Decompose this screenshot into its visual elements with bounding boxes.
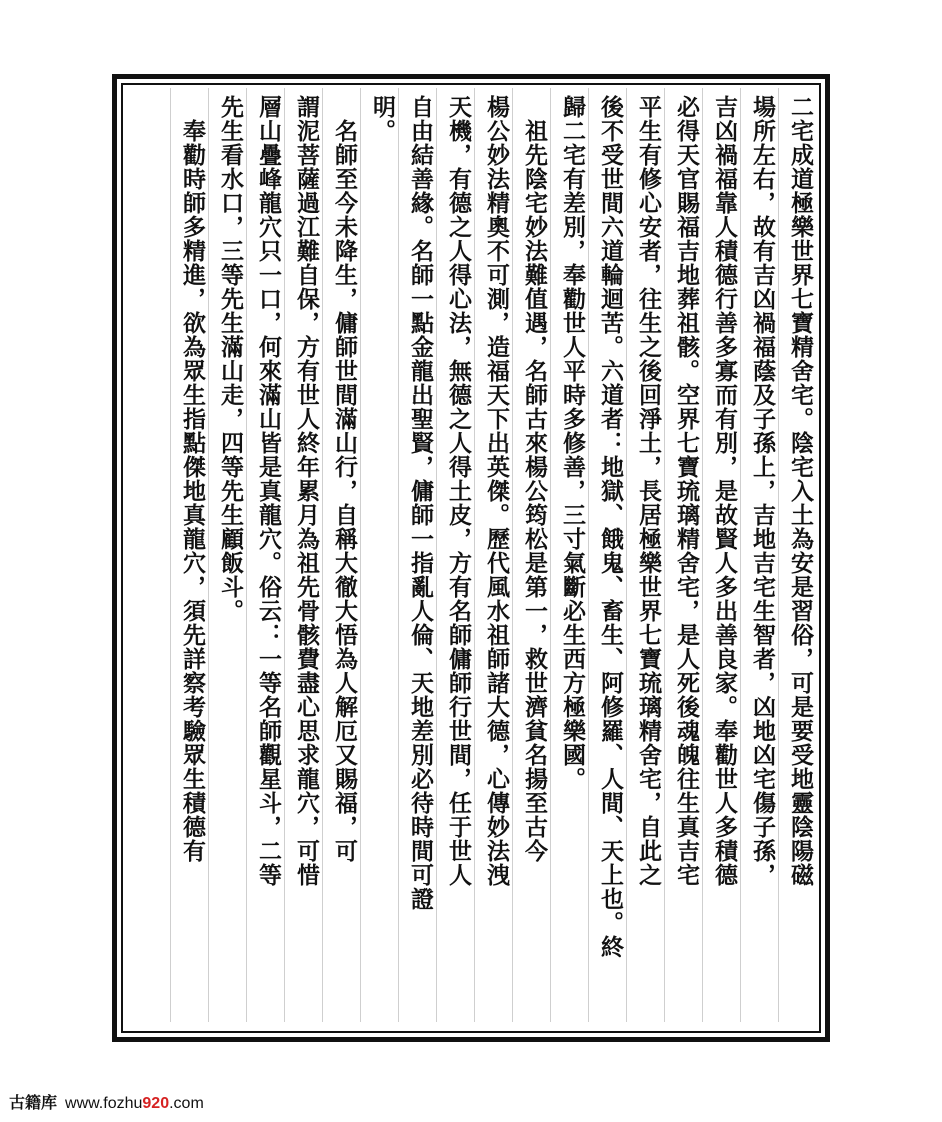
text-column: 吉凶禍福靠人積德行善多寡而有別，是故賢人多出善良家。奉勸世人多積德 [702,88,740,1022]
text-column: 場所左右，故有吉凶禍福蔭及子孫上，吉地吉宅生智者，凶地凶宅傷子孫， [740,88,778,1022]
text-column: 平生有修心安者，往生之後回淨土，長居極樂世界七寶琉璃精舍宅，自此之 [626,88,664,1022]
text-column: 名師至今未降生，傭師世間滿山行，自稱大徹大悟為人解厄又賜福，可 [322,88,360,1022]
watermark-domain-prefix: www.fozhu [65,1095,143,1112]
text-column: 奉勸時師多精進，欲為眾生指點傑地真龍穴，須先詳察考驗眾生積德有 [170,88,208,1022]
text-column: 二宅成道極樂世界七寶精舍宅。陰宅入土為安是習俗，可是要受地靈陰陽磁 [778,88,816,1022]
text-column: 層山疊峰龍穴只一口，何來滿山皆是真龍穴。俗云：一等名師觀星斗，二等 [246,88,284,1022]
text-column: 必得天官賜福吉地葬祖骸。空界七寶琉璃精舍宅，是人死後魂魄往生真吉宅 [664,88,702,1022]
text-column: 天機，有德之人得心法，無德之人得土皮，方有名師傭師行世間，任于世人 [436,88,474,1022]
text-column: 楊公妙法精奧不可測，造福天下出英傑。歷代風水祖師諸大德，心傳妙法洩 [474,88,512,1022]
text-column: 謂泥菩薩過江難自保，方有世人終年累月為祖先骨骸費盡心思求龍穴，可惜 [284,88,322,1022]
text-column: 明。 [360,88,398,1022]
watermark-domain-number: 920 [142,1095,170,1112]
watermark-domain-suffix: .com [169,1095,204,1112]
text-column: 歸二宅有差別，奉勸世人平時多修善，三寸氣斷必生西方極樂國。 [550,88,588,1022]
site-watermark [9,1090,204,1113]
vertical-text-body [128,88,816,1030]
watermark-label: 古籍库 [9,1095,58,1112]
text-column: 先生看水口，三等先生滿山走，四等先生顧飯斗。 [208,88,246,1022]
text-column: 後不受世間六道輪迴苦。六道者：地獄、餓鬼、畜生、阿修羅、人間、天上也。終 [588,88,626,1022]
text-column: 自由結善緣。名師一點金龍出聖賢，傭師一指亂人倫、天地差別必待時間可證 [398,88,436,1022]
text-column: 祖先陰宅妙法難值遇，名師古來楊公筠松是第一，救世濟貧名揚至古今 [512,88,550,1022]
